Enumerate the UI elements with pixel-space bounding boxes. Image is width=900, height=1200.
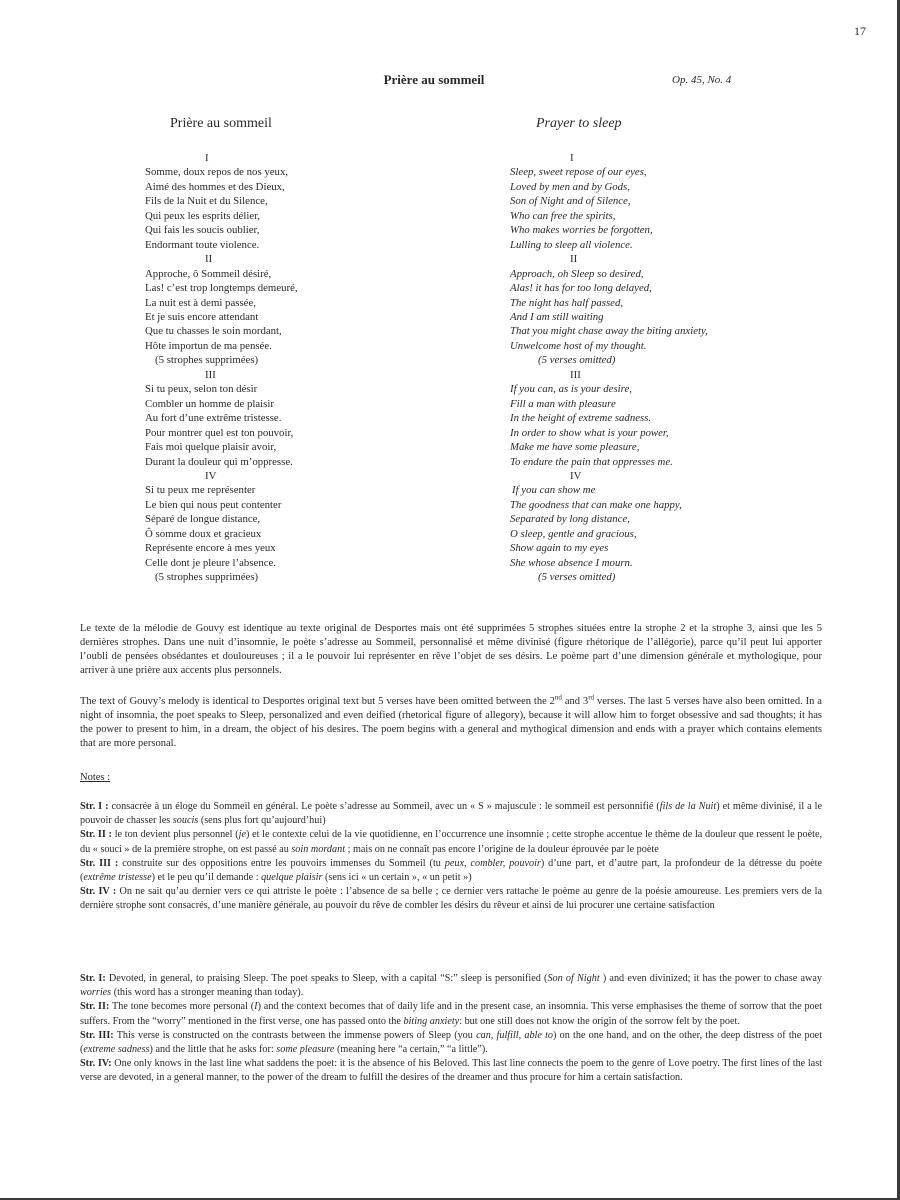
- note-text: ) and the context becomes that of daily life and in the present case, an insomnia. This verse emphasises the theme of sorrow that the poet suffers. From the “worry” mentioned in the first verse, one has passed onto the: [80, 1001, 823, 1027]
- commentary-english: [80, 695, 822, 751]
- note-quote: peux, combler, pouvoir: [444, 857, 541, 869]
- note-text: (this word has a stronger meaning than today).: [111, 987, 304, 999]
- poem-line: If you can show me: [512, 484, 596, 497]
- commentary-text: verses. The last 5 verses have also been omitted. In a night of insomnia, the poet speaks to Sleep, personalized and even deified (rhetorical figure of allegory), because it will allow him to forget obsessive and sad thoughts; it has the power to present to him, in a dream, the object of his desires. The poem begins with a general and mythogical dimension and ends with a prayer which contains elements that are more personal.: [80, 695, 822, 749]
- note-text: ) et le peu qu’il demande :: [151, 872, 262, 884]
- note-text: : but one still does not know the origin of the sorrow felt by the poet.: [459, 1015, 740, 1027]
- poem-line: Endormant toute violence.: [145, 238, 260, 251]
- note-quote: fils de la Nuit: [659, 801, 717, 812]
- poem-line: Separated by long distance,: [510, 513, 630, 526]
- poem-line: Représente encore à mes yeux: [145, 542, 276, 555]
- ordinal-suffix: rd: [588, 693, 595, 701]
- notes-heading: Notes :: [80, 772, 111, 783]
- omission-note: (5 verses omitted): [538, 571, 616, 584]
- note-label: Str. II:: [80, 1001, 110, 1013]
- poem-line: Pour montrer quel est ton pouvoir,: [145, 426, 294, 439]
- strophe-number: II: [570, 253, 578, 266]
- poem-line: And I am still waiting: [510, 310, 604, 323]
- poem-line: Sleep, sweet repose of our eyes,: [510, 166, 647, 179]
- poem-line: Combler un homme de plaisir: [145, 397, 274, 410]
- note-quote: quelque plaisir: [261, 872, 323, 884]
- note-quote: extreme sadness: [83, 1044, 150, 1056]
- note-label: Str. II :: [80, 829, 112, 841]
- note-text: (sens ici « un certain », « un petit »): [322, 872, 472, 884]
- note-text: On ne sait qu’au dernier vers ce qui attriste le poète : l’absence de sa belle ; ce dernier vers rattache le poème au genre de la poésie amoureuse. Les premiers vers de la dernière strophe sont consacrés, d’une manière générale, au pouvoir du rêve de combler les désirs du rêveur et ainsi de lui procurer une certaine satisfaction: [80, 886, 822, 912]
- omission-note: (5 strophes supprimées): [155, 354, 259, 367]
- omission-note: (5 verses omitted): [538, 354, 616, 367]
- note-text: ) on the one hand, and on the other, the deep distress of the poet (: [80, 1029, 823, 1056]
- note-text: (sens plus fort qu’aujourd’hui): [198, 815, 326, 827]
- commentary-text: The text of Gouvy’s melody is identical to Desportes original text but 5 verses have been omitted between the 2: [80, 695, 555, 707]
- notes-french: [80, 800, 822, 914]
- poem-line: Séparé de longue distance,: [145, 513, 261, 526]
- poem-line: Si tu peux, selon ton désir: [145, 383, 258, 396]
- ordinal-suffix: nd: [554, 693, 562, 701]
- note-text: (meaning here “a certain,” “a little”).: [334, 1044, 488, 1056]
- note-text: This verse is constructed on the contrasts between the immense powers of Sleep (you: [113, 1029, 477, 1041]
- note-quote: soucis: [172, 815, 199, 827]
- poem-line: The night has half passed,: [510, 296, 624, 309]
- note-label: Str. I :: [80, 801, 109, 812]
- poem-line: Show again to my eyes: [510, 542, 609, 555]
- poem-english-title: Prayer to sleep: [536, 116, 622, 131]
- note-quote: worries: [80, 987, 112, 999]
- poem-line: Las! c’est trop longtemps demeuré,: [145, 282, 298, 295]
- poem-line: Son of Night and of Silence,: [510, 195, 631, 208]
- poem-line: Approach, oh Sleep so desired,: [510, 267, 644, 280]
- opus-number: Op. 45, No. 4: [672, 74, 732, 86]
- poem-line: Fais moi quelque plaisir avoir,: [145, 441, 277, 454]
- note-quote: extrême tristesse: [83, 872, 152, 884]
- note-verse-1: [80, 972, 822, 1000]
- strophe-number: I: [570, 152, 574, 164]
- note-text: consacrée à un éloge du Sommeil en général. Le poète s’adresse au Sommeil, avec un « S » majuscule : le sommeil est personnifié (: [108, 801, 660, 812]
- poem-line: Make me have some pleasure,: [510, 441, 640, 454]
- poem-line: Who can free the spirits,: [510, 209, 616, 222]
- poem-line: Qui fais les soucis oublier,: [145, 224, 260, 237]
- note-quote: some pleasure: [276, 1044, 335, 1056]
- note-label: Str. IV :: [80, 886, 117, 898]
- strophe-number: II: [205, 253, 213, 266]
- note-text: construite sur des oppositions entre les pouvoirs immenses du Sommeil (tu: [118, 857, 445, 869]
- page-number: 17: [854, 24, 866, 38]
- poem-line: To endure the pain that oppresses me.: [510, 455, 673, 468]
- poem-line: O sleep, gentle and gracious,: [510, 527, 637, 540]
- notes-english: [80, 972, 822, 1086]
- strophe-number: III: [570, 368, 581, 381]
- note-quote: biting anxiety: [403, 1015, 460, 1027]
- poem-line: Who makes worries be forgotten,: [510, 224, 653, 237]
- strophe-number: IV: [570, 469, 582, 482]
- poem-line: Unwelcome host of my thought.: [510, 339, 647, 352]
- poem-line: Si tu peux me représenter: [145, 484, 256, 497]
- note-verse-4: [80, 1057, 822, 1085]
- note-strophe-1: [80, 800, 822, 828]
- poem-line: Lulling to sleep all violence.: [510, 238, 633, 251]
- note-quote: soin mordant: [291, 843, 346, 855]
- note-label: Str. III:: [80, 1029, 114, 1041]
- note-label: Str. IV:: [80, 1058, 112, 1070]
- note-text: ; mais on ne connaît pas encore l’origine de la douleur éprouvée par le poète: [345, 843, 659, 855]
- note-quote: je: [238, 829, 246, 841]
- commentary-french: Le texte de la mélodie de Gouvy est identique au texte original de Desportes mais ont été supprimées 5 strophes situées entre la strophe 2 et la strophe 3, ainsi que les 5 dernières strophes. Dans une nuit d’insomnie, le poète s’adresse au Sommeil, personnalisé et même divinisé (figure rhétorique de l’allégorie), parce qu’il peut lui apporter l’oubli de pensées obsédantes et douloureuses ; il a le pouvoir lui représenter en rêve l’objet de ses désirs. Le poème part d’une dimension générale et mythologique, pour arriver à une prière aux accents plus personnels.: [80, 622, 822, 676]
- poem-french-title: Prière au sommeil: [170, 116, 272, 131]
- strophe-number: IV: [205, 469, 217, 482]
- note-text: le ton devient plus personnel (: [111, 829, 239, 841]
- poem-line: In order to show what is your power,: [510, 426, 669, 439]
- note-text: ) et même divinisé, il a le pouvoir de chasser les: [80, 801, 823, 827]
- note-quote: Son of Night: [547, 973, 600, 984]
- poem-line: Approche, ô Sommeil désiré,: [145, 267, 272, 280]
- poem-line: Le bien qui nous peut contenter: [145, 498, 282, 511]
- poem-line: That you might chase away the biting anxiety,: [510, 325, 708, 338]
- note-strophe-4: [80, 885, 822, 913]
- poem-line: Au fort d’une extrême tristesse.: [145, 412, 282, 425]
- note-quote: can, fulfill, able to: [476, 1029, 554, 1041]
- note-label: Str. I:: [80, 973, 106, 984]
- page-title: Prière au sommeil: [383, 72, 485, 87]
- note-quote: I: [254, 1001, 258, 1013]
- note-strophe-2: [80, 828, 822, 856]
- note-verse-2: [80, 1000, 822, 1028]
- poem-line: The goodness that can make one happy,: [510, 498, 682, 511]
- poem-line: She whose absence I mourn.: [510, 556, 633, 569]
- poem-english: [510, 151, 800, 585]
- note-label: Str. III :: [80, 857, 119, 869]
- poem-line: Que tu chasses le soin mordant,: [145, 325, 282, 338]
- poem-line: Durant la douleur qui m’oppresse.: [145, 455, 293, 468]
- note-verse-3: [80, 1029, 822, 1057]
- note-text: ) et le contexte celui de la vie quotidienne, en l’occurrence une insomnie ; cette strophe accentue le thème de la douleur que ressent le poète, du « souci » de la première strophe, on est passé au: [80, 829, 823, 855]
- poem-line: Fill a man with pleasure: [510, 397, 616, 410]
- note-text: Devoted, in general, to praising Sleep. The poet speaks to Sleep, with a capital “S:” sleep is personified (: [105, 973, 548, 984]
- poem-line: Aimé des hommes et des Dieux,: [145, 180, 285, 193]
- poem-line: Ô somme doux et gracieux: [145, 527, 262, 540]
- poem-line: If you can, as is your desire,: [510, 383, 632, 396]
- note-text: ) d’une part, et d’autre part, la profondeur de la détresse du poète (: [80, 857, 822, 884]
- poem-line: Somme, doux repos de nos yeux,: [145, 166, 289, 179]
- note-text: The tone becomes more personal (: [109, 1001, 255, 1013]
- note-text: ) and even divinized; it has the power to chase away: [599, 973, 822, 984]
- omission-note: (5 strophes supprimées): [155, 571, 259, 584]
- poem-french: [145, 151, 435, 585]
- poem-line: Fils de la Nuit et du Silence,: [145, 195, 268, 208]
- poem-line: Celle dont je pleure l’absence.: [145, 556, 277, 569]
- poem-line: In the height of extreme sadness.: [510, 412, 652, 425]
- poem-line: La nuit est à demi passée,: [145, 296, 256, 309]
- note-strophe-3: [80, 857, 822, 885]
- poem-line: Alas! it has for too long delayed,: [510, 282, 652, 295]
- poem-line: Hôte importun de ma pensée.: [145, 339, 272, 352]
- strophe-number: I: [205, 152, 209, 164]
- poem-line: Et je suis encore attendant: [145, 310, 259, 323]
- poem-line: Qui peux les esprits délier,: [145, 209, 261, 222]
- note-text: One only knows in the last line what saddens the poet: it is the absence of his Beloved. This last line connects the poem to the genre of Love poetry. The first lines of the last verse are devoted, in a general manner, to the power of the dream to fulfill the desires of the dreamer and thus procure for him a certain satisfaction.: [80, 1058, 822, 1084]
- commentary-text: and 3: [561, 695, 589, 707]
- poem-line: Loved by men and by Gods,: [510, 180, 630, 193]
- strophe-number: III: [205, 368, 216, 381]
- note-text: ) and the little that he asks for:: [149, 1044, 277, 1056]
